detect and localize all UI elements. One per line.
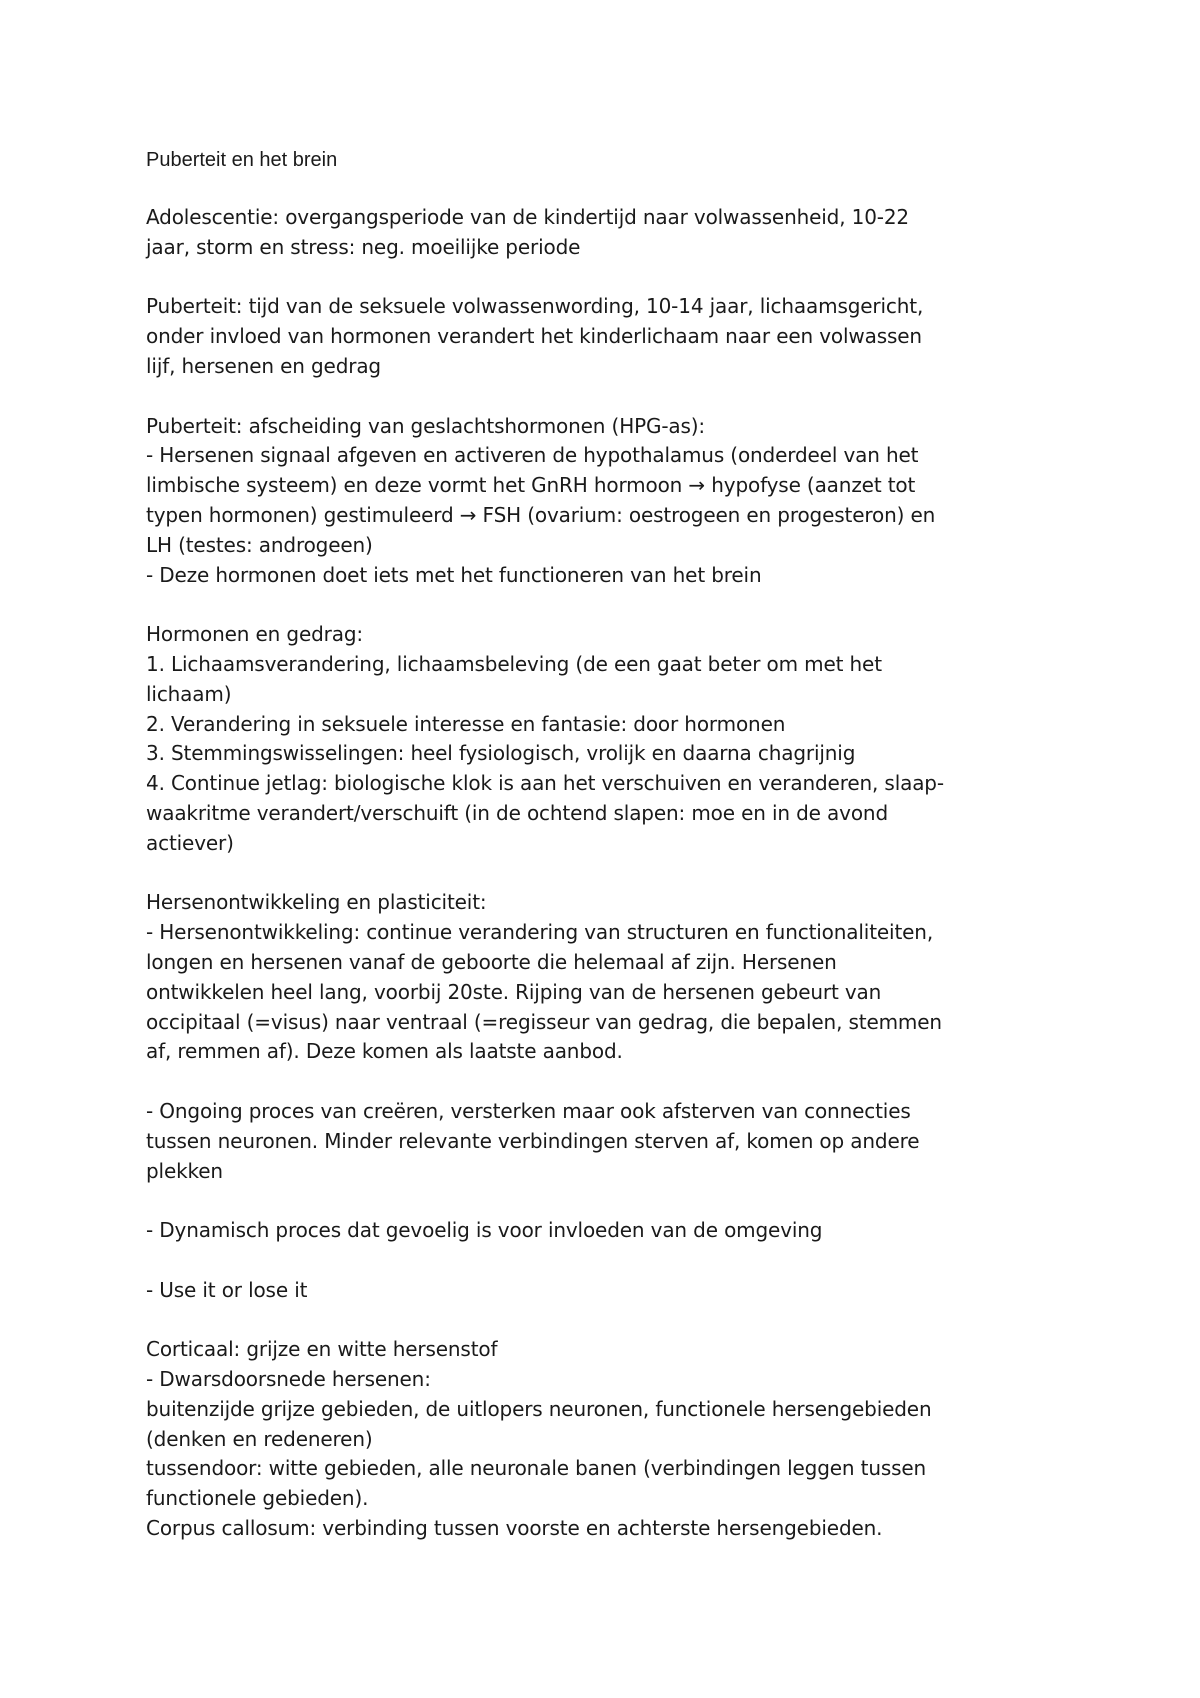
document-body: [146, 203, 1066, 1544]
text-line: occipitaal (=visus) naar ventraal (=regisseur van gedrag, die bepalen, stemmen: [146, 1009, 942, 1034]
text-line: (denken en redeneren): [146, 1426, 373, 1451]
text-line: longen en hersenen vanaf de geboorte die helemaal af zijn. Hersenen: [146, 949, 837, 974]
text-line: - Use it or lose it: [146, 1277, 308, 1302]
paragraph-spacer: [146, 859, 1066, 889]
text-line: LH (testes: androgeen): [146, 532, 373, 557]
text-line: 4. Continue jetlag: biologische klok is aan het verschuiven en veranderen, slaap-: [146, 771, 944, 796]
text-line: Hormonen en gedrag:: [146, 622, 363, 647]
text-line: plekken: [146, 1158, 223, 1183]
paragraph-spacer: [146, 1186, 1066, 1216]
paragraph-spacer: [146, 590, 1066, 620]
text-line: 2. Verandering in seksuele interesse en fantasie: door hormonen: [146, 711, 786, 736]
text-line: Puberteit: tijd van de seksuele volwassenwording, 10-14 jaar, lichaamsgericht,: [146, 294, 924, 319]
text-line: Hersenontwikkeling en plasticiteit:: [146, 890, 487, 915]
text-line: onder invloed van hormonen verandert het kinderlichaam naar een volwassen: [146, 324, 922, 349]
paragraph-spacer: [146, 1305, 1066, 1335]
text-line: 1. Lichaamsverandering, lichaamsbeleving (de een gaat beter om met het: [146, 651, 882, 676]
text-line: waakritme verandert/verschuift (in de ochtend slapen: moe en in de avond: [146, 800, 888, 825]
text-line: - Deze hormonen doet iets met het functioneren van het brein: [146, 562, 762, 587]
text-line: Corpus callosum: verbinding tussen voorste en achterste hersengebieden.: [146, 1516, 883, 1541]
text-line: 3. Stemmingswisselingen: heel fysiologisch, vrolijk en daarna chagrijnig: [146, 741, 856, 766]
paragraph-spacer: [146, 382, 1066, 412]
paragraph-spacer: [146, 1067, 1066, 1097]
text-line: functionele gebieden).: [146, 1486, 369, 1511]
text-line: jaar, storm en stress: neg. moeilijke periode: [146, 234, 581, 259]
text-line: ontwikkelen heel lang, voorbij 20ste. Rijping van de hersenen gebeurt van: [146, 979, 882, 1004]
text-line: - Dynamisch proces dat gevoelig is voor invloeden van de omgeving: [146, 1218, 823, 1243]
text-line: - Hersenontwikkeling: continue verandering van structuren en functionaliteiten,: [146, 920, 934, 945]
text-line: lijf, hersenen en gedrag: [146, 353, 381, 378]
text-line: Adolescentie: overgangsperiode van de kindertijd naar volwassenheid, 10-22: [146, 205, 910, 229]
text-line: Puberteit: afscheiding van geslachtshormonen (HPG-as):: [146, 413, 706, 438]
text-line: actiever): [146, 830, 234, 855]
text-line: - Hersenen signaal afgeven en activeren de hypothalamus (onderdeel van het: [146, 443, 919, 468]
text-line: - Dwarsdoorsnede hersenen:: [146, 1367, 431, 1392]
document-title: Puberteit en het brein: [146, 149, 338, 171]
text-line: buitenzijde grijze gebieden, de uitlopers neuronen, functionele hersengebieden: [146, 1396, 932, 1421]
text-line: Corticaal: grijze en witte hersenstof: [146, 1337, 498, 1362]
text-line: lichaam): [146, 681, 232, 706]
text-line: tussen neuronen. Minder relevante verbindingen sterven af, komen op andere: [146, 1128, 920, 1153]
text-line: limbische systeem) en deze vormt het GnRH hormoon → hypofyse (aanzet tot: [146, 473, 916, 498]
text-line: - Ongoing proces van creëren, versterken maar ook afsterven van connecties: [146, 1098, 911, 1123]
paragraph-spacer: [146, 1246, 1066, 1276]
text-line: tussendoor: witte gebieden, alle neuronale banen (verbindingen leggen tussen: [146, 1456, 927, 1481]
text-line: af, remmen af). Deze komen als laatste aanbod.: [146, 1039, 623, 1064]
paragraph-spacer: [146, 263, 1066, 293]
text-line: typen hormonen) gestimuleerd → FSH (ovarium: oestrogeen en progesteron) en: [146, 502, 936, 527]
